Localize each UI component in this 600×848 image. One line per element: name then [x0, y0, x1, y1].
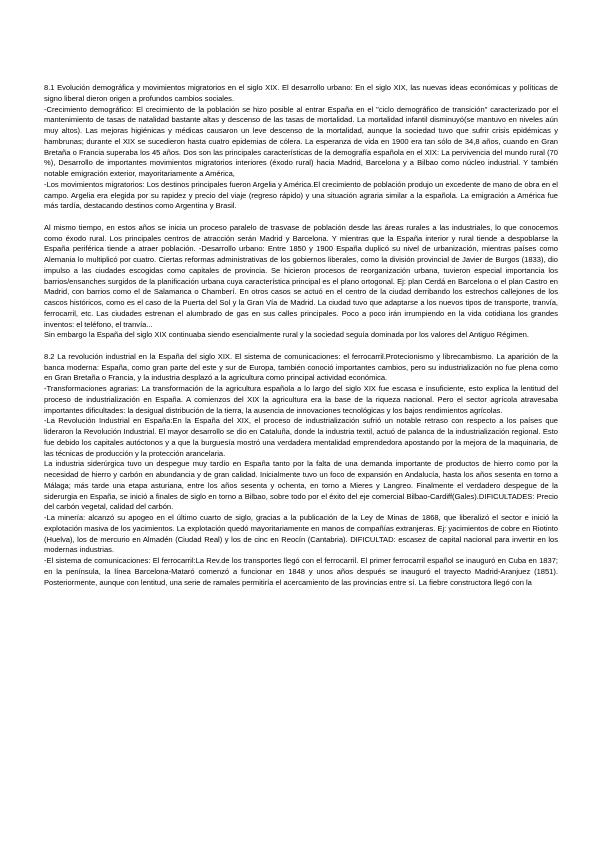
section-desarrollo-urbano — [44, 223, 558, 341]
paragraph-revolucion-industrial: -La Revolución Industrial en España:En la España del XIX, el proceso de industrialización sufrió un notable retraso con respecto a los países que lideraron la Revolución Industrial. El mayor desarrollo se dio en Cataluña, donde la industria textil, actuó de palanca de la industrialización regional. Esto fue debido los capitales autóctonos y a que la burguesía mostró una verdadera mentalidad emprendedora apostando por la mejora de la maquinaria, de las técnicas de producción y la protección arancelaria. — [44, 416, 558, 458]
paragraph-espana-rural: Sin embargo la España del siglo XIX continuaba siendo esencialmente rural y la sociedad seguía dominada por los valores del Antiguo Régimen. — [44, 330, 529, 340]
paragraph-gap — [44, 212, 558, 223]
paragraph-heading-8-1: 8.1 Evolución demográfica y movimientos migratorios en el siglo XIX. El desarrollo urbano: En el siglo XIX, las nuevas ideas económicas y políticas de signo liberal dieron origen a profundos cambios sociales. — [44, 83, 558, 103]
paragraph-mineria: -La minería: alcanzó su apogeo en el último cuarto de siglo, gracias a la publicación de la Ley de Minas de 1868, que liberalizó el sector e inició la explotación masiva de los yacimientos. La explotación quedó mayoritariamente en manos de compañías extranjeras. Ej: yacimientos de cobre en Riotinto (Huelva), los de mercurio en Almadén (Ciudad Real) y los de cinc en Reocín (Cantabria). DIFICULTAD: escasez de capital nacional para invertir en los modernas industrias. — [44, 513, 558, 555]
paragraph-transformaciones-agrarias: -Transformaciones agrarias: La transformación de la agricultura española a lo largo del siglo XIX fue escasa e insuficiente, esto explica la lentitud del proceso de industrialización en España. A comienzos del XIX la agricultura era la base de la riqueza nacional. Pero el sector agrícola atravesaba importantes dificultades: la desigual distribución de la tierra, la ausencia de innovaciones tecnológicas y los bajos rendimientos agrícolas. — [44, 384, 558, 415]
paragraph-comunicaciones: -El sistema de comunicaciones: El ferrocarril:La Rev.de los transportes llegó con el ferrocarril. El primer ferrocarril español se inauguró en Cuba en 1837; en la península, la línea Barcelona-Mataró comenzó a funcionar en 1848 y unos años después se inauguró el trayecto Madrid-Aranjuez (1851). Posteriormente, aunque con lentitud, una serie de ramales permitiría el acercamiento de las provincias entre sí. La fiebre constructora llegó con la — [44, 556, 558, 587]
paragraph-gap — [44, 341, 558, 352]
section-demografia — [44, 83, 558, 212]
paragraph-crecimiento-demografico: -Crecimiento demográfico: El crecimiento de la población se hizo posible al entrar España en el "ciclo demográfico de transición" caracterizado por el mantenimiento de tasas de natalidad bastante altas y descenso de las tasas de mortalidad. La mortalidad infantil disminuyó(se mantuvo en niveles aún muy altos). Las mejoras higiénicas y médicas causaron un leve descenso de la mortalidad, aunque la sociedad tuvo que sufrir crisis epidémicas y hambrunas; durante el XIX se sucedieron hasta cuatro epidemias de cólera. La esperanza de vida en 1900 era tan sólo de 34,8 años, cuando en Gran Bretaña o Francia superaba los 45 años. Dos son las principales características de la demografía española en el XIX: La pervivencia del mundo rural (70 %), Desarrollo de importantes movimientos migratorios interiores (éxodo rural) hacia Madrid, Barcelona y a Bilbao como núcleo industrial. Y también notable emigración exterior, mayoritariamente a América, — [44, 104, 558, 178]
document-page — [44, 83, 558, 588]
section-revolucion-industrial — [44, 352, 558, 589]
paragraph-movimientos-migratorios: -Los movimientos migratorios: Los destinos principales fueron Argelia y América.El crecimiento de población produjo un excedente de mano de obra en el campo. Argelia era elegida por su rapidez y precio del viaje (regreso rápido) y una situación agraria similar a la española. La emigración a América fue más tardía, destacando destinos como Argentina y Brasil. — [44, 179, 558, 211]
paragraph-heading-8-2: 8.2 La revolución industrial en la España del siglo XIX. El sistema de comunicaciones: el ferrocarril.Protecionismo y librecambismo. La aparición de la banca moderna: España, como gran parte del este y sur de Europa, también conoció importantes cambios, pero su industrialización no fue plena como en Gran Bretaña o Francia, y la industria desplazó a la agricultura como principal actividad económica. — [44, 351, 558, 383]
paragraph-exodo-rural: Al mismo tiempo, en estos años se inicia un proceso paralelo de trasvase de población desde las áreas rurales a las industriales, lo que conocemos como éxodo rural. Los principales centros de atracción serán Madrid y Barcelona. Y mientras que la España interior y rural tiende a despoblarse la España periférica tiende a atraer población. -Desarrollo urbano: Entre 1850 y 1900 España duplicó su nivel de urbanización, mientras países como Alemania lo multiplicó por cuatro. Ciertas reformas administrativas de los gobiernos liberales, como la división provincial de Javier de Burgos (1833), dio impulso a las ciudades escogidas como capitales de provincia. Se hicieron procesos de reorganización urbana, tuvieron especial importancia los barrios/ensanches surgidos de la planificación urbana cuya característica principal es el plano ortogonal. Ej: plan Cerdá en Barcelona o el plan Castro en Madrid, con barrios como el de Salamanca o Chamberí. En otros casos se actuó en el centro de la ciudad derribando los estrechos callejones de los cascos históricos, como es el caso de la Puerta del Sol y la Gran Vía de Madrid. La ciudad tuvo que adaptarse a los nuevos tipos de transporte, tranvía, ferrocarril, etc. Las ciudades estrenan el alumbrado de gas en sus calles principales. Poco a poco irán irrumpiendo en la vida cotidiana los grandes inventos: el teléfono, el tranvía... — [44, 222, 558, 329]
paragraph-siderurgia: La industria siderúrgica tuvo un despegue muy tardío en España tanto por la falta de una demanda importante de productos de hierro como por la necesidad de hierro y carbón en abundancia y de gran calidad. Inicialmente tuvo un foco de expansión en Andalucía, hasta los años sesenta en torno a Málaga; más tarde una etapa asturiana, entre los años sesenta y ochenta, en torno a Mieres y Langreo. Finalmente el verdadero despegue de la siderurgia en España, se inició a finales de siglo en torno a Bilbao, sobre todo por el éxito del eje comercial Bilbao-Cardiff(Gales).DIFICULTADES: Precio del carbón vegetal, calidad del carbón. — [44, 459, 558, 512]
